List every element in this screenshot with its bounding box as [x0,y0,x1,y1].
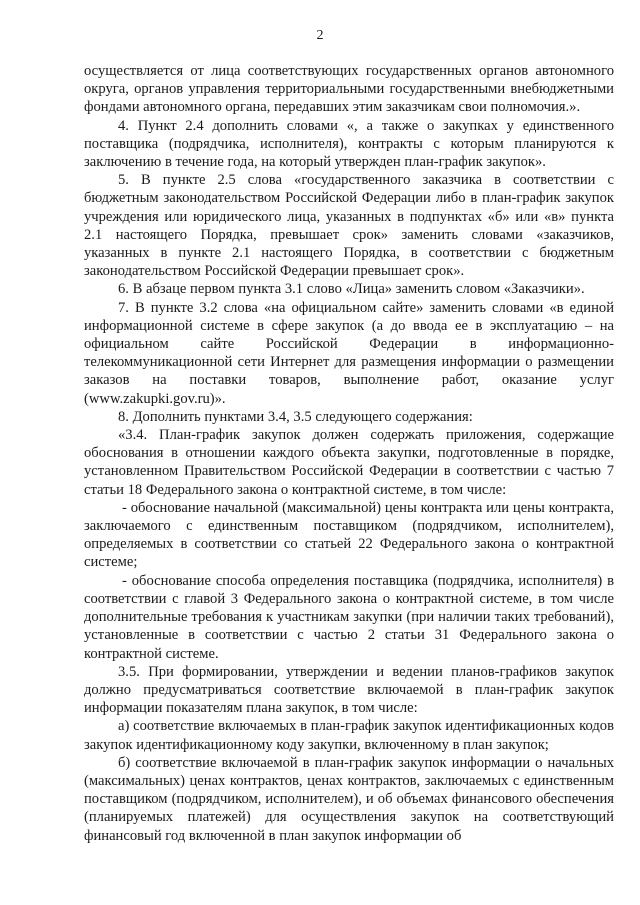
bullet-method-justification: - обоснование способа определения поставщика (подрядчика, исполнителя) в соответствии с главой 3 Федерального закона о контрактной системе, в том числе дополнительные требования к участникам закупки (при наличии таких требований), установленные в соответствии с частью 2 статьи 31 Федерального закона о контрактной системе. [84,572,614,662]
paragraph-3-4: «3.4. План-график закупок должен содержать приложения, содержащие обоснования в отношении каждого объекта закупки, подготовленные в порядке, установленном Правительством Российской Федерации в соответствии с частью 7 статьи 18 Федерального закона о контрактной системе, в том числе: [84,427,614,498]
subitem-a: а) соответствие включаемых в план-график закупок идентификационных кодов закупок идентификационному коду закупки, включенному в план закупок; [84,718,614,753]
paragraph-item-4: 4. Пункт 2.4 дополнить словами «, а также о закупках у единственного поставщика (подрядчика, исполнителя), контракты с которым планируются к заключению в течение года, на который утвержден план-график закупок». [84,117,614,171]
paragraph-item-5: 5. В пункте 2.5 слова «государственного заказчика в соответствии с бюджетным законодательством Российской Федерации либо в план-график закупок учреждения или юридического лица, указанных в подпунктах «б» или «в» пункта 2.1 настоящего Порядка, превышает срок» заменить словами «заказчиков, указанных в пункте 2.1 настоящего Порядка, в соответствии с бюджетным законодательством Российской Федерации превышает срок». [84,172,614,280]
paragraph-item-7: 7. В пункте 3.2 слова «на официальном сайте» заменить словами «в единой информационной системе в сфере закупок (а до ввода ее в эксплуатацию – на официальном сайте Российской Федерации в информационно-телекоммуникационной сети Интернет для размещения информации о размещении заказов на поставки товаров, выполнение работ, оказание услуг (www.zakupki.gov.ru)». [84,299,614,407]
paragraph-continuation: осуществляется от лица соответствующих государственных органов автономного округа, органов управления территориальными государственными внебюджетными фондами автономного органа, передавших этим заказчикам свои полномочия.». [84,63,614,116]
bullet-price-justification: - обоснование начальной (максимальной) цены контракта или цены контракта, заключаемого с единственным поставщиком (подрядчиком, исполнителем), определяемых в соответствии со статьей 22 Федерального закона о контрактной системе; [84,499,614,571]
subitem-b: б) соответствие включаемой в план-график закупок информации о начальных (максимальных) ценах контрактов, ценах контрактов, заключаемых с единственным поставщиком (подрядчиком, исполнителем), и об объемах финансового обеспечения (планируемых платежей) для осуществления закупок на соответствующий финансовый год включенной в план закупок информации об [84,754,614,844]
document-body [84,62,614,845]
paragraph-item-8: 8. Дополнить пунктами 3.4, 3.5 следующего содержания: [118,408,473,425]
paragraph-item-6: 6. В абзаце первом пункта 3.1 слово «Лица» заменить словом «Заказчики». [118,281,585,298]
page-number: 2 [316,28,324,43]
paragraph-3-5: 3.5. При формировании, утверждении и ведении планов-графиков закупок должно предусматриваться соответствие включаемой в план-график закупок информации показателям плана закупок, в том числе: [84,663,614,717]
